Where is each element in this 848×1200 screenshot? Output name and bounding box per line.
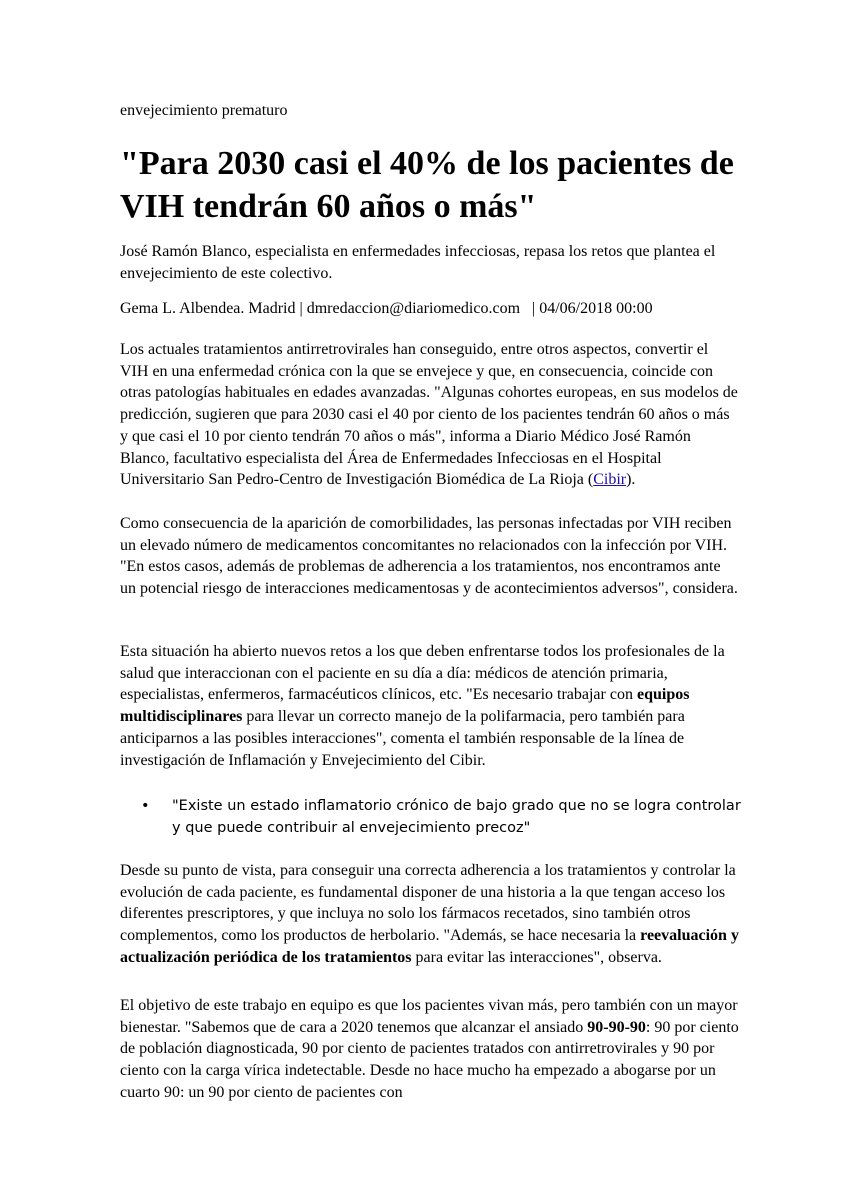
- paragraph-3-text-a: Esta situación ha abierto nuevos retos a los que deben enfrentarse todos los profesionales de la salud que interaccionan con el paciente en su día a día: médicos de atención primaria, especialistas, enfermeros, farmacéuticos clínicos, etc. "Es necesario trabajar con: [120, 643, 725, 704]
- paragraph-1-end: ).: [626, 471, 636, 489]
- paragraph-4-text-b: para evitar las interacciones", observa.: [411, 948, 662, 966]
- pull-quote: [141, 795, 750, 839]
- paragraph-5-bold: 90-90-90: [587, 1018, 646, 1036]
- byline: Gema L. Albendea. Madrid | dmredaccion@diariomedico.com | 04/06/2018 00:00: [120, 300, 653, 317]
- article-title: "Para 2030 casi el 40% de los pacientes de VIH tendrán 60 años o más": [120, 145, 734, 225]
- bullet-icon: •: [141, 798, 150, 814]
- paragraph-5: [120, 995, 740, 1104]
- paragraph-3: [120, 641, 740, 771]
- section-tag: envejecimiento prematuro: [120, 102, 288, 119]
- paragraph-3-bold: equipos multidisciplinares: [120, 686, 690, 726]
- pull-quote-item: [141, 795, 750, 839]
- pull-quote-text: "Existe un estado inflamatorio crónico de bajo grado que no se logra controlar y que puede contribuir al envejecimiento precoz": [172, 798, 741, 836]
- article-subtitle: José Ramón Blanco, especialista en enfermedades infecciosas, repasa los retos que plantea el envejecimiento de este colectivo.: [120, 243, 716, 282]
- paragraph-4-bold: reevaluación y actualización periódica de los tratamientos: [120, 927, 739, 966]
- paragraph-2: Como consecuencia de la aparición de comorbilidades, las personas infectadas por VIH reciben un elevado número de medicamentos concomitantes no relacionados con la infección por VIH. "En estos casos, además de problemas de adherencia a los tratamientos, nos encontramos ante un potencial riesgo de interacciones medicamentosas y de acontecimientos adversos", considera.: [120, 515, 738, 598]
- paragraph-5-text-b: : 90 por ciento de población diagnosticada, 90 por ciento de pacientes tratados con antirretrovirales y 90 por ciento con la carga vírica indetectable. Desde no hace mucho ha empezado a abogarse por un cuarto 90: un 90 por ciento de pacientes con: [120, 1018, 739, 1101]
- paragraph-1: [120, 339, 740, 491]
- paragraph-4-text-a: Desde su punto de vista, para conseguir una correcta adherencia a los tratamientos y controlar la evolución de cada paciente, es fundamental disponer de una historia a la que tengan acceso los diferentes prescriptores, y que incluya no solo los fármacos recetados, sino también otros complementos, como los productos de herbolario. "Además, se hace necesaria la: [120, 862, 736, 945]
- paragraph-5-text-a: El objetivo de este trabajo en equipo es que los pacientes vivan más, pero también con un mayor bienestar. "Sabemos que de cara a 2020 tenemos que alcanzar el ansiado: [120, 997, 738, 1036]
- paragraph-4: [120, 860, 740, 969]
- paragraph-3-text-b: para llevar un correcto manejo de la polifarmacia, pero también para anticiparnos a las posibles interacciones", comenta el también responsable de la línea de investigación de Inflamación y Envejecimiento del Cibir.: [120, 708, 685, 769]
- paragraph-1-text: Los actuales tratamientos antirretrovirales han conseguido, entre otros aspectos, convertir el VIH en una enfermedad crónica con la que se envejece y que, en consecuencia, coincide con otras patologías habituales en edades avanzadas. "Algunas cohortes europeas, en sus modelos de predicción, sugieren que para 2030 casi el 40 por ciento de los pacientes tendrán 60 años o más y que casi el 10 por ciento tendrán 70 años o más", informa a Diario Médico José Ramón Blanco, facultativo especialista del Área de Enfermedades Infecciosas en el Hospital Universitario San Pedro-Centro de Investigación Biomédica de La Rioja (: [120, 341, 738, 489]
- cibir-link[interactable]: Cibir: [593, 471, 627, 489]
